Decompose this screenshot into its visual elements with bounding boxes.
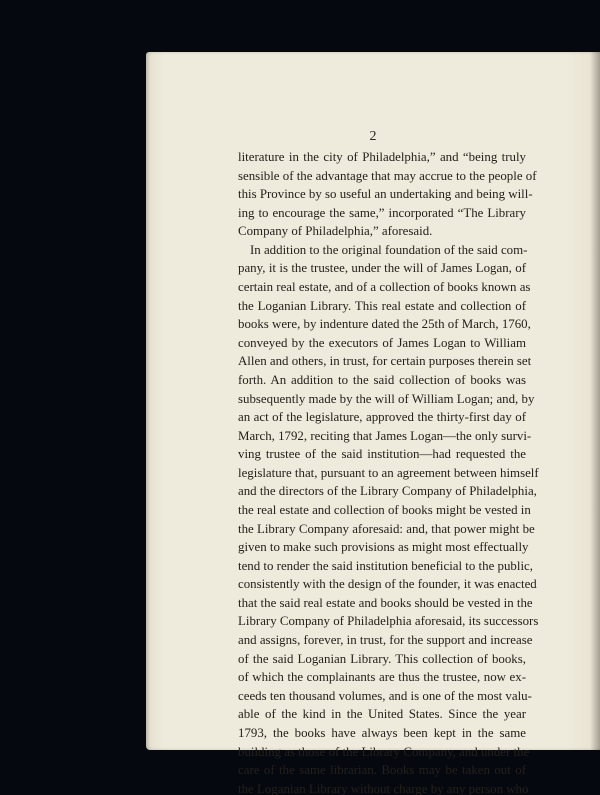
text-line: certain real estate, and of a collection of books known as bbox=[238, 280, 531, 295]
body-text bbox=[238, 148, 539, 795]
text-line: this Province by so useful an undertaking and being will- bbox=[238, 187, 533, 202]
text-line: consistently with the design of the founder, it was enacted bbox=[238, 577, 537, 592]
text-line: Company of Philadelphia,” aforesaid. bbox=[238, 224, 433, 239]
text-line: Library Company of Philadelphia aforesaid, its successors bbox=[238, 614, 539, 629]
text-line: an act of the legislature, approved the thirty-first day of bbox=[238, 410, 526, 425]
text-line: sensible of the advantage that may accrue to the people of bbox=[238, 168, 537, 183]
text-line: that the said real estate and books should be vested in the bbox=[238, 595, 533, 610]
text-line: building as those of the Library Company, and under the bbox=[238, 744, 530, 759]
text-line: ving trustee of the said institution—had requested the bbox=[238, 447, 526, 462]
text-line: Allen and others, in trust, for certain purposes therein set bbox=[238, 354, 532, 369]
text-line: literature in the city of Philadelphia,” and “being truly bbox=[238, 150, 526, 164]
text-line: 1793, the books have always been kept in the same bbox=[238, 725, 526, 740]
text-line: forth. An addition to the said collection of books was bbox=[238, 372, 526, 387]
text-line: the Loganian Library. This real estate and collection of bbox=[238, 298, 526, 313]
text-line: ing to encourage the same,” incorporated “The Library bbox=[238, 205, 526, 220]
text-line: the real estate and collection of books might be vested in bbox=[238, 502, 531, 517]
text-line: care of the same librarian. Books may be taken out of bbox=[238, 763, 526, 778]
text-line: given to make such provisions as might most effectually bbox=[238, 540, 529, 555]
text-line: of the said Loganian Library. This collection of books, bbox=[238, 651, 526, 666]
document-page bbox=[146, 52, 600, 795]
text-line: legislature that, pursuant to an agreement between himself bbox=[238, 465, 539, 480]
text-line: tend to render the said institution beneficial to the public, bbox=[238, 558, 533, 573]
text-line: subsequently made by the will of William Logan; and, by bbox=[238, 391, 535, 406]
text-line: able of the kind in the United States. Since the year bbox=[238, 707, 526, 722]
text-line: pany, it is the trustee, under the will of James Logan, of bbox=[238, 261, 526, 276]
text-line: March, 1792, reciting that James Logan—the only survi- bbox=[238, 428, 532, 443]
page-edge-shadow bbox=[590, 52, 600, 750]
text-line: In addition to the original foundation of the said com- bbox=[250, 242, 528, 257]
text-line: the Library Company aforesaid: and, that power might be bbox=[238, 521, 535, 536]
text-line: books were, by indenture dated the 25th of March, 1760, bbox=[238, 317, 531, 332]
text-line: and the directors of the Library Company of Philadelphia, bbox=[238, 484, 537, 499]
text-line: the Loganian Library without charge by any person who bbox=[238, 781, 529, 795]
page-number: 2 bbox=[369, 129, 377, 144]
text-line: conveyed by the executors of James Logan to William bbox=[238, 335, 526, 350]
text-line: and assigns, forever, in trust, for the support and increase bbox=[238, 633, 533, 648]
text-line: ceeds ten thousand volumes, and is one of the most valu- bbox=[238, 688, 532, 703]
text-line: of which the complainants are thus the trustee, now ex- bbox=[238, 670, 526, 685]
